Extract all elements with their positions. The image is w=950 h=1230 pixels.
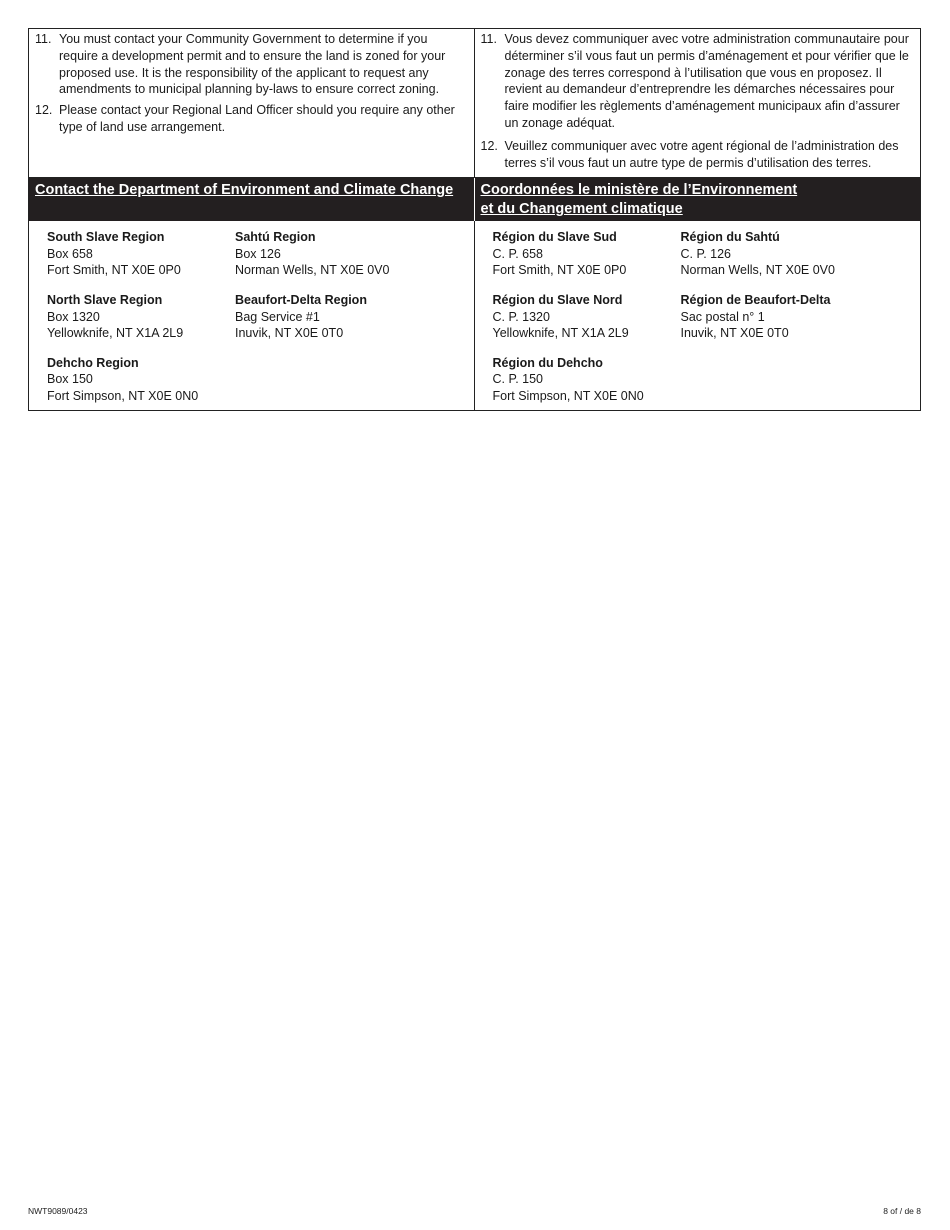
- note-text: Please contact your Regional Land Officer should you require any other type of land use arrangement.: [59, 103, 455, 134]
- notes-section: [29, 29, 920, 177]
- region-name: Région du Dehcho: [492, 356, 603, 371]
- region-address-line1: Sac postal n° 1: [680, 309, 765, 324]
- contact-title-fr-line1: Coordonnées le ministère de l’Environnement: [480, 182, 798, 199]
- region-dehcho: [47, 355, 235, 404]
- note-12-en: [35, 102, 468, 136]
- region-address-line1: C. P. 150: [492, 372, 544, 387]
- region-address-line1: C. P. 1320: [492, 309, 550, 324]
- region-address-line2: Fort Smith, NT X0E 0P0: [47, 262, 181, 277]
- page-number: 8 of / de 8: [883, 1206, 921, 1216]
- region-address-line1: Box 126: [235, 246, 281, 261]
- note-number: 12.: [480, 138, 498, 153]
- region-name: Région de Beaufort-Delta: [680, 293, 831, 308]
- note-number: 12.: [35, 103, 53, 118]
- region-name: North Slave Region: [47, 293, 163, 308]
- form-frame: [28, 28, 921, 411]
- contact-title-en-text: Contact the Department of Environment and Climate Change: [35, 182, 454, 199]
- region-address-line1: C. P. 126: [680, 246, 732, 261]
- region-address-line1: Box 658: [47, 246, 93, 261]
- region-address-line2: Fort Smith, NT X0E 0P0: [492, 262, 627, 277]
- region-address-line1: C. P. 658: [492, 246, 544, 261]
- region-south-slave: [47, 229, 235, 278]
- region-address-line2: Norman Wells, NT X0E 0V0: [235, 262, 390, 277]
- contact-title-fr-line2: et du Changement climatique: [480, 201, 683, 218]
- contact-header-band: [29, 177, 920, 221]
- note-12-fr: [481, 138, 915, 172]
- region-name: Région du Slave Nord: [492, 293, 623, 308]
- region-du-sahtu: [681, 229, 881, 278]
- region-name: Dehcho Region: [47, 356, 139, 371]
- contact-title-en: [29, 178, 475, 221]
- region-address-line2: Fort Simpson, NT X0E 0N0: [492, 388, 644, 403]
- note-number: 11.: [35, 32, 52, 46]
- form-number: NWT9089/0423: [28, 1206, 88, 1216]
- notes-english: [29, 29, 475, 177]
- region-north-slave: [47, 292, 235, 341]
- note-11-en: [35, 31, 468, 98]
- note-text: Vous devez communiquer avec votre administration communautaire pour déterminer s’il vous faut un permis d’aménagement et pour vérifier que le zonage des terres correspond à l’utilisation que vous en proposez. Il revient au demandeur d’entreprendre les démarches nécessaires pour faire modifier les règlements d’aménagement municipaux afin d’assurer un zonage adéquat.: [504, 32, 909, 130]
- region-sahtu: [235, 229, 435, 278]
- region-name: Beaufort-Delta Region: [235, 293, 367, 308]
- region-address-line2: Inuvik, NT X0E 0T0: [680, 325, 789, 340]
- regions-english: [29, 221, 475, 410]
- regions-french: [475, 221, 921, 410]
- region-slave-nord: [493, 292, 681, 341]
- note-11-fr: [481, 31, 915, 132]
- region-address-line2: Yellowknife, NT X1A 2L9: [47, 325, 184, 340]
- region-de-beaufort-delta: [681, 292, 881, 341]
- note-text: You must contact your Community Government to determine if you require a development permit and to ensure the land is zoned for your proposed use. It is the responsibility of the applicant to request any amendments to municipal planning by-laws to ensure correct zoning.: [59, 32, 446, 97]
- region-address-line1: Box 1320: [47, 309, 100, 324]
- note-text: Veuillez communiquer avec votre agent régional de l’administration des terres s’il vous faut un autre type de permis d’utilisation des terres.: [504, 138, 899, 170]
- region-name: Région du Slave Sud: [492, 230, 617, 245]
- region-name: Sahtú Region: [235, 230, 316, 245]
- region-address-line2: Fort Simpson, NT X0E 0N0: [47, 388, 199, 403]
- region-name: Région du Sahtú: [680, 230, 780, 245]
- note-number: 11.: [480, 32, 497, 46]
- region-beaufort-delta: [235, 292, 435, 341]
- region-address-line1: Box 150: [47, 372, 93, 387]
- contact-title-fr: [475, 178, 921, 221]
- notes-french: [475, 29, 921, 177]
- region-address-line2: Yellowknife, NT X1A 2L9: [492, 325, 629, 340]
- region-slave-sud: [493, 229, 681, 278]
- region-address-line2: Inuvik, NT X0E 0T0: [235, 325, 344, 340]
- region-address-line1: Bag Service #1: [235, 309, 320, 324]
- region-name: South Slave Region: [47, 230, 165, 245]
- regions-section: [29, 221, 920, 410]
- region-du-dehcho: [493, 355, 681, 404]
- region-address-line2: Norman Wells, NT X0E 0V0: [680, 262, 835, 277]
